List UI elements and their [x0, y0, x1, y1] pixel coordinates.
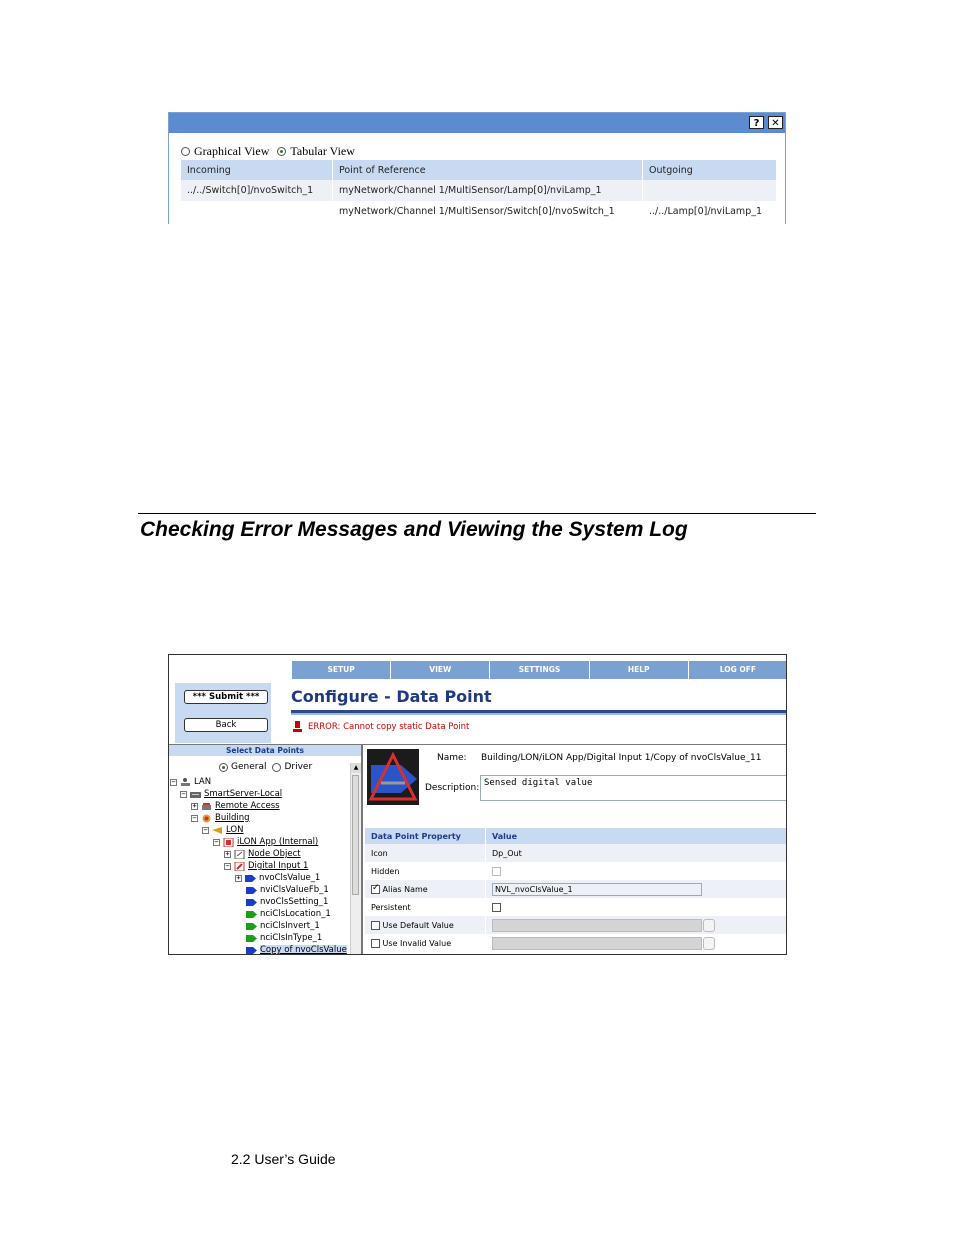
tree-node-lan[interactable] [170, 776, 211, 788]
property-label: Icon [365, 844, 486, 862]
tree-node-label: nvoClsSetting_1 [260, 897, 329, 907]
name-value: Building/LON/iLON App/Digital Input 1/Copy of nvoClsValue_11 [481, 753, 762, 763]
digital-input-icon [234, 862, 245, 871]
description-input[interactable]: Sensed digital value [480, 775, 787, 801]
lon-icon [212, 826, 223, 835]
radio-tabular-view[interactable] [277, 147, 286, 156]
name-label: Name: [437, 753, 467, 763]
table-row[interactable] [181, 180, 777, 201]
section-heading: Checking Error Messages and Viewing the System Log [140, 518, 688, 541]
use-invalid-value-checkbox[interactable] [371, 939, 380, 948]
hidden-checkbox[interactable] [492, 867, 501, 876]
tree-node-node-object[interactable] [224, 848, 301, 860]
scroll-up-icon[interactable]: ▲ [351, 763, 361, 773]
tree-node-label: nciClsInvert_1 [260, 921, 320, 931]
config-dp-icon [246, 910, 257, 919]
tree-node-label: nciClsInType_1 [260, 933, 323, 943]
tree-node-lon[interactable] [202, 824, 243, 836]
data-point-icon [367, 749, 419, 805]
property-label: Use Invalid Value [382, 938, 452, 948]
cell-point-of-reference: myNetwork/Channel 1/MultiSensor/Lamp[0]/nviLamp_1 [333, 180, 643, 201]
config-dp-icon [246, 934, 257, 943]
table-row [365, 898, 787, 916]
tree-node-label: Node Object [248, 849, 301, 859]
nav-settings[interactable]: SETTINGS [490, 661, 589, 679]
radio-general[interactable] [219, 763, 228, 772]
connections-table [181, 160, 777, 222]
config-dp-icon [246, 922, 257, 931]
tree-node-digital-input[interactable] [224, 860, 308, 872]
tree-node-label: SmartServer-Local [204, 789, 283, 799]
collapse-icon[interactable]: − [225, 861, 230, 870]
driver-label: Driver [284, 762, 313, 772]
description-label: Description: [425, 783, 480, 793]
collapse-icon[interactable]: − [192, 813, 197, 822]
tree-node-label: Building [215, 813, 250, 823]
data-point-tree [169, 745, 363, 955]
network-icon [180, 778, 191, 787]
connections-dialog [168, 112, 786, 224]
tree-header: Select Data Points [169, 745, 361, 756]
column-header-incoming: Incoming [181, 160, 333, 180]
tree-node-dp[interactable] [246, 932, 322, 944]
tree-node-remote-access[interactable] [191, 800, 280, 812]
title-underline-light [291, 713, 787, 715]
column-header-property: Data Point Property [365, 828, 486, 844]
table-row[interactable] [181, 201, 777, 222]
view-toggle [181, 144, 355, 159]
configure-data-point-window [168, 654, 787, 955]
table-row [365, 844, 787, 862]
building-icon [201, 814, 212, 823]
invalid-value-button [703, 937, 715, 950]
tree-node-label: Digital Input 1 [248, 861, 309, 871]
phone-icon [201, 802, 212, 811]
tree-node-dp[interactable] [235, 872, 320, 884]
icon-value: Dp_Out [486, 844, 788, 862]
tree-node-dp[interactable] [246, 884, 329, 896]
alias-name-checkbox[interactable] [371, 885, 380, 894]
invalid-value-input [492, 937, 702, 950]
collapse-icon[interactable]: − [203, 825, 208, 834]
cell-incoming: ../../Switch[0]/nvoSwitch_1 [181, 180, 333, 201]
expand-icon[interactable]: + [192, 801, 197, 810]
expand-icon[interactable]: + [236, 873, 241, 882]
persistent-checkbox[interactable] [492, 903, 501, 912]
error-text: ERROR: Cannot copy static Data Point [308, 721, 470, 732]
tree-node-label: LAN [194, 777, 212, 787]
section-rule [138, 513, 816, 514]
tabular-view-label: Tabular View [290, 144, 355, 158]
tree-node-dp[interactable] [246, 908, 331, 920]
tree-node-dp[interactable] [246, 920, 320, 932]
default-value-input [492, 919, 702, 932]
tree-node-dp[interactable] [246, 896, 328, 908]
tree-node-label: iLON App (Internal) [237, 837, 319, 847]
collapse-icon[interactable]: − [214, 837, 219, 846]
tree-node-dp-selected[interactable] [246, 944, 347, 955]
top-nav [292, 661, 787, 679]
cell-point-of-reference: myNetwork/Channel 1/MultiSensor/Switch[0]/nvoSwitch_1 [333, 201, 643, 222]
output-dp-icon [245, 874, 256, 883]
table-row [365, 934, 787, 952]
scroll-thumb[interactable] [352, 775, 359, 895]
tree-node-label: Remote Access [215, 801, 280, 811]
input-dp-icon [246, 886, 257, 895]
cell-incoming [181, 201, 333, 222]
alias-name-input[interactable]: NVL_nvoClsValue_1 [492, 883, 702, 896]
nav-setup[interactable]: SETUP [292, 661, 391, 679]
column-header-point-of-reference: Point of Reference [333, 160, 643, 180]
data-point-panel [365, 745, 787, 955]
collapse-icon[interactable]: − [171, 777, 176, 786]
use-default-value-checkbox[interactable] [371, 921, 380, 930]
general-label: General [231, 762, 267, 772]
tree-node-building[interactable] [191, 812, 249, 824]
nav-log-off[interactable]: LOG OFF [689, 661, 787, 679]
column-header-value: Value [486, 828, 788, 844]
error-icon [293, 721, 302, 732]
error-message [293, 721, 469, 732]
close-button[interactable]: ✕ [768, 116, 783, 129]
property-label: Use Default Value [382, 920, 454, 930]
cell-outgoing [643, 180, 777, 201]
tree-node-label: nvoClsValue_1 [259, 873, 321, 883]
server-icon [190, 790, 201, 799]
properties-table [365, 828, 787, 952]
tree-node-label: nciClsLocation_1 [260, 909, 331, 919]
expand-icon[interactable]: + [225, 849, 230, 858]
default-value-button [703, 919, 715, 932]
help-button[interactable]: ? [749, 116, 764, 129]
table-row [365, 880, 787, 898]
page-footer: 2.2 User’s Guide [231, 1151, 336, 1167]
tree-node-ilon-app[interactable] [213, 836, 318, 848]
node-object-icon [234, 850, 245, 859]
tree-node-label: LON [226, 825, 244, 835]
tree-mode-toggle [219, 762, 312, 772]
graphical-view-label: Graphical View [194, 144, 270, 158]
output-dp-icon [246, 898, 257, 907]
back-button[interactable]: Back [184, 718, 268, 732]
property-label: Hidden [365, 862, 486, 880]
tree-node-label: Copy of nvoClsValue [260, 945, 347, 955]
tree-node-smartserver[interactable] [180, 788, 282, 800]
table-row [365, 862, 787, 880]
page-title: Configure - Data Point [291, 687, 492, 706]
table-row [365, 916, 787, 934]
collapse-icon[interactable]: − [181, 789, 186, 798]
output-dp-icon [246, 946, 257, 955]
property-label: Alias Name [382, 884, 428, 894]
app-icon [223, 838, 234, 847]
submit-button[interactable]: *** Submit *** [184, 690, 268, 704]
tree-node-label: nviClsValueFb_1 [260, 885, 329, 895]
cell-outgoing: ../../Lamp[0]/nviLamp_1 [643, 201, 777, 222]
nav-help[interactable]: HELP [590, 661, 689, 679]
property-label: Persistent [365, 898, 486, 916]
nav-view[interactable]: VIEW [391, 661, 490, 679]
tree-scrollbar[interactable] [350, 763, 361, 955]
dialog-titlebar [169, 113, 785, 133]
radio-graphical-view[interactable] [181, 147, 190, 156]
radio-driver[interactable] [272, 763, 281, 772]
column-header-outgoing: Outgoing [643, 160, 777, 180]
